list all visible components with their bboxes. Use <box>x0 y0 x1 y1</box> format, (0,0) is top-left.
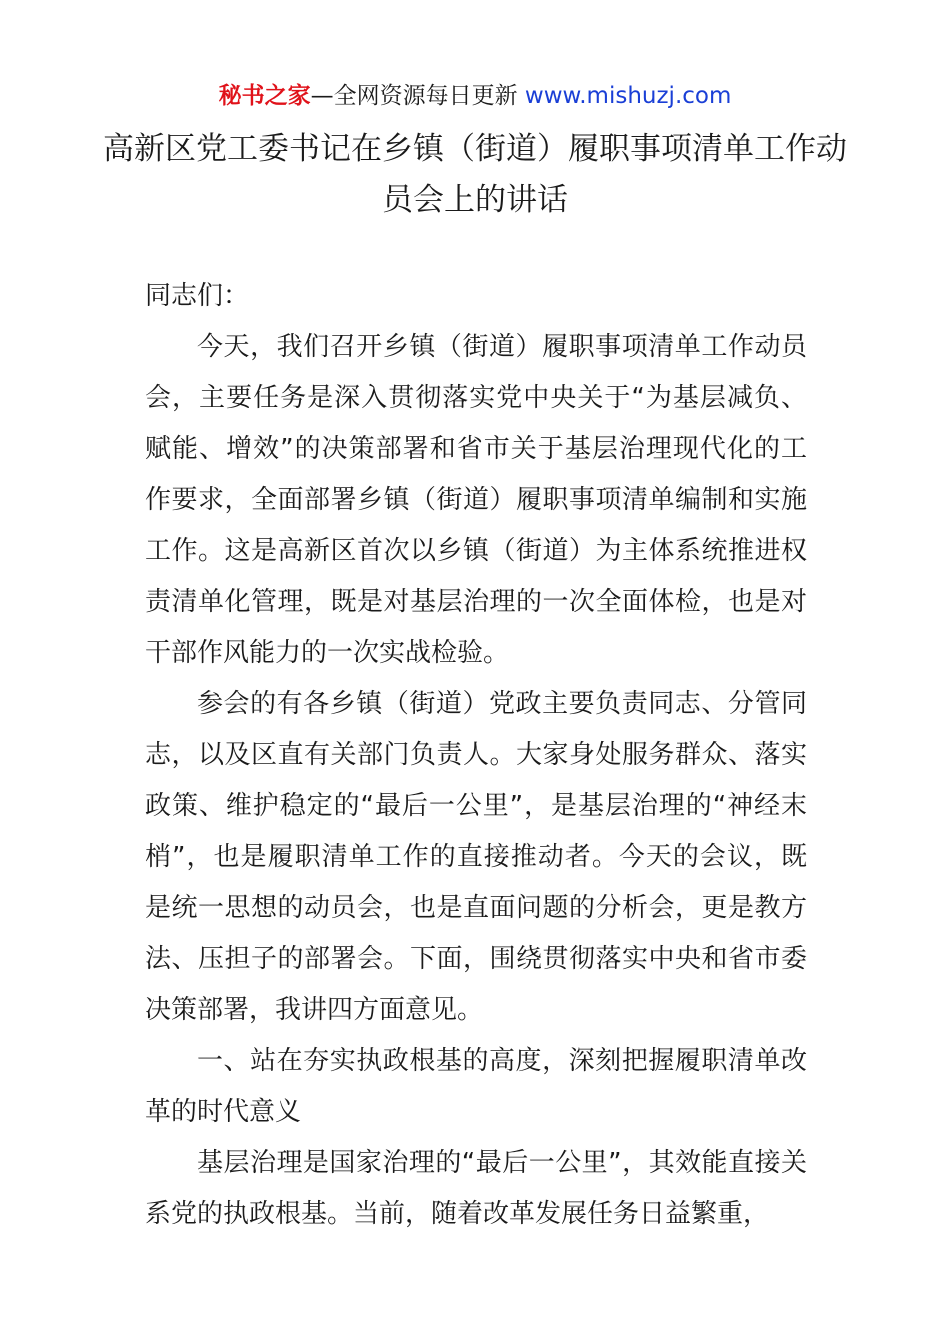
site-url[interactable]: www.mishuzj.com <box>524 83 732 109</box>
document-body <box>145 271 807 1240</box>
site-header <box>0 80 950 112</box>
paragraph-2: 参会的有各乡镇（街道）党政主要负责同志、分管同志，以及区直有关部门负责人。大家身处服务群众、落实政策、维护稳定的“最后一公里”，是基层治理的“神经末梢”，也是履职清单工作的直接推动者。今天的会议，既是统一思想的动员会，也是直面问题的分析会，更是教方法、压担子的部署会。下面，围绕贯彻落实中央和省市委决策部署，我讲四方面意见。 <box>145 689 807 1025</box>
site-brand: 秘书之家 <box>218 83 311 109</box>
section-heading: 一、站在夯实执政根基的高度，深刻把握履职清单改革的时代意义 <box>145 1046 807 1127</box>
paragraph-1: 今天，我们召开乡镇（街道）履职事项清单工作动员会，主要任务是深入贯彻落实党中央关于“为基层减负、赋能、增效”的决策部署和省市关于基层治理现代化的工作要求，全面部署乡镇（街道）履职事项清单编制和实施工作。这是高新区首次以乡镇（街道）为主体系统推进权责清单化管理，既是对基层治理的一次全面体检，也是对干部作风能力的一次实战检验。 <box>145 332 807 668</box>
salutation: 同志们： <box>145 281 250 311</box>
site-slogan: —全网资源每日更新 <box>310 83 525 109</box>
section-paragraph: 基层治理是国家治理的“最后一公里”，其效能直接关系党的执政根基。当前，随着改革发展任务日益繁重， <box>145 1148 807 1229</box>
document-title: 高新区党工委书记在乡镇（街道）履职事项清单工作动员会上的讲话 <box>103 131 847 218</box>
